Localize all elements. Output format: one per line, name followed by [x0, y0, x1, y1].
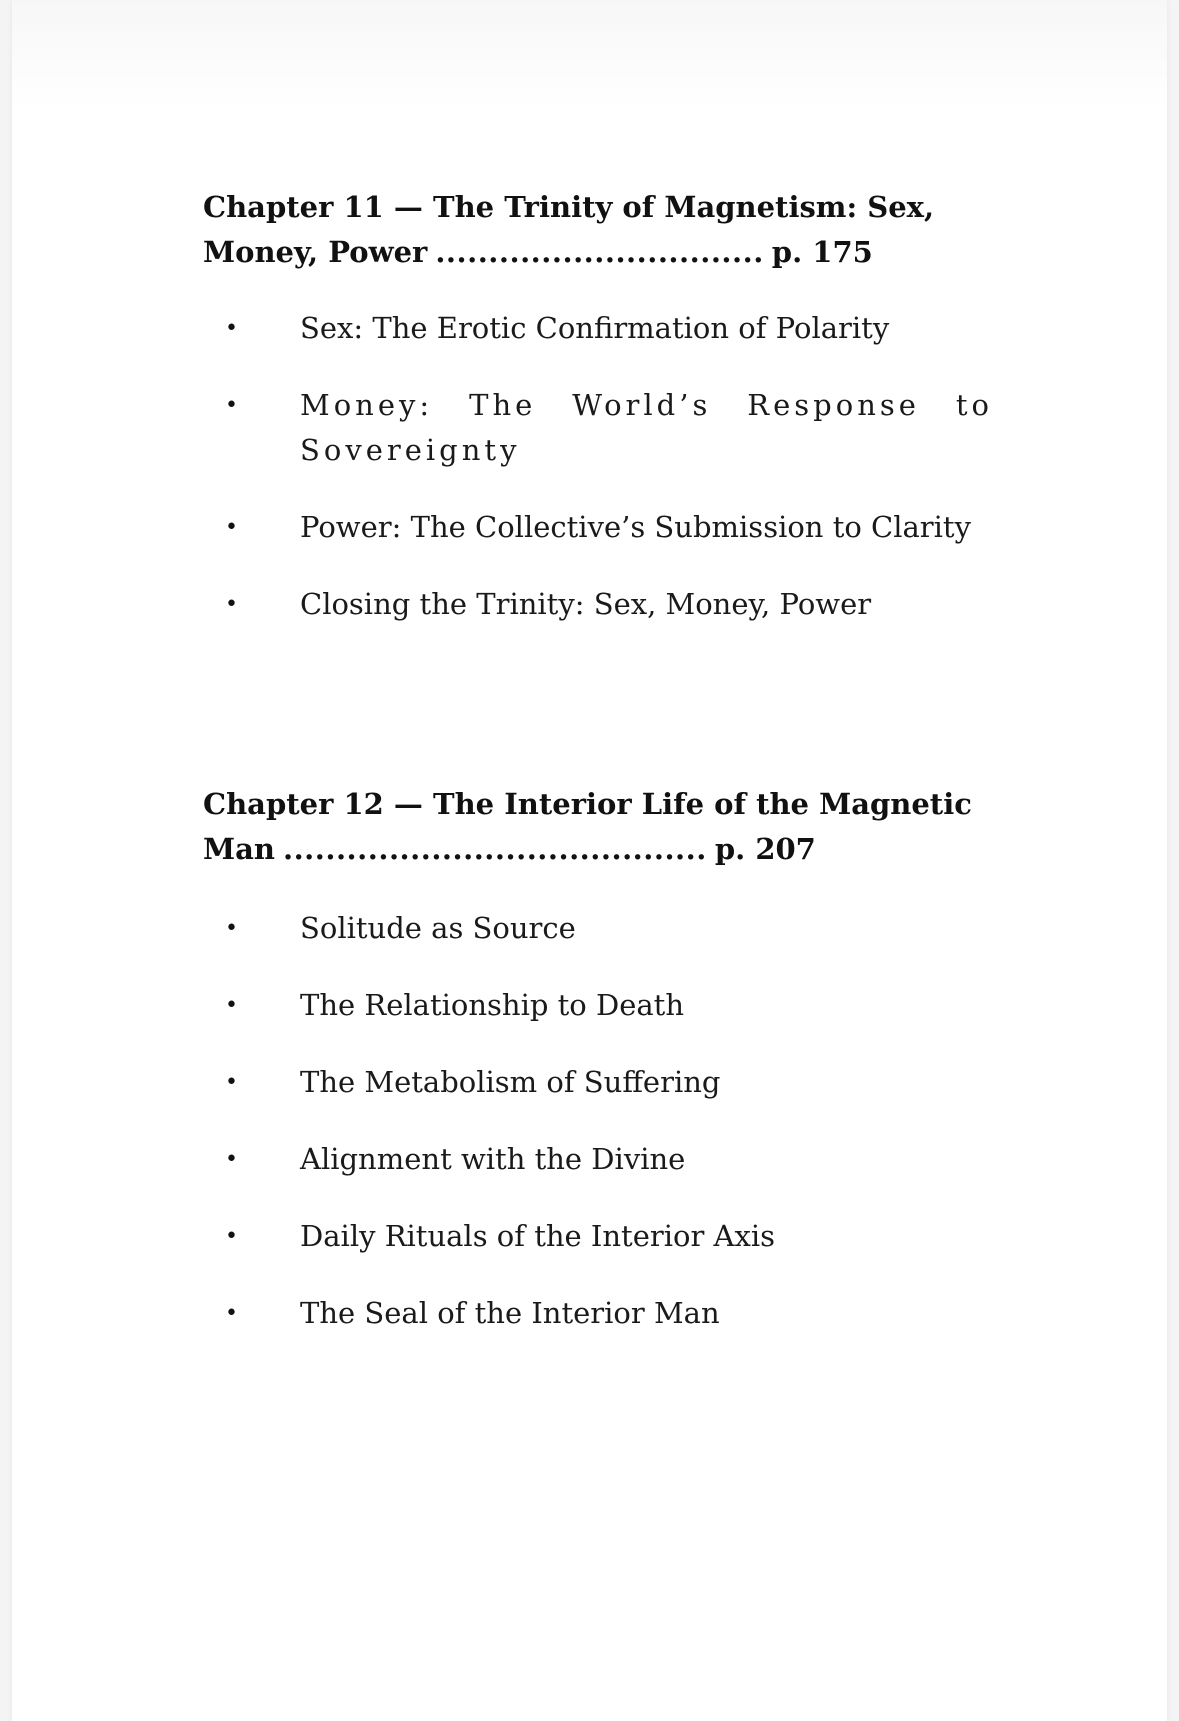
- section-title: Alignment with the Divine: [300, 1142, 686, 1176]
- list-item[interactable]: [203, 1137, 993, 1182]
- list-item[interactable]: [203, 906, 993, 951]
- bullet: •: [225, 592, 238, 617]
- chapter-11-heading[interactable]: [203, 185, 993, 275]
- document-page: [12, 0, 1167, 1721]
- section-title: Daily Rituals of the Interior Axis: [300, 1219, 776, 1253]
- list-item[interactable]: [203, 1060, 993, 1105]
- chapter-title-line-2: [203, 230, 993, 275]
- page-number: p. 207: [714, 832, 816, 866]
- section-title: Closing the Trinity: Sex, Money, Power: [300, 587, 872, 621]
- bullet: •: [225, 916, 238, 941]
- dot-leader: ........................................: [282, 832, 707, 866]
- bullet: •: [225, 1301, 238, 1326]
- chapter-title-continuation: Money, Power: [203, 235, 428, 269]
- bullet: •: [225, 515, 238, 540]
- section-title: The Relationship to Death: [300, 988, 685, 1022]
- list-item[interactable]: [203, 582, 993, 627]
- list-item[interactable]: [203, 383, 993, 473]
- bullet: •: [225, 1224, 238, 1249]
- page-number: p. 175: [771, 235, 873, 269]
- section-title: The Seal of the Interior Man: [300, 1296, 720, 1330]
- chapter-title-line: Chapter 11 — The Trinity of Magnetism: Sex,: [203, 190, 935, 224]
- list-item[interactable]: [203, 306, 993, 351]
- list-item[interactable]: [203, 1214, 993, 1259]
- chapter-title-line-2: [203, 827, 993, 872]
- section-title: Money: The World’s Response to Sovereignty: [300, 388, 993, 467]
- list-item[interactable]: [203, 1291, 993, 1336]
- chapter-12-sections: [203, 906, 993, 1336]
- list-item[interactable]: [203, 983, 993, 1028]
- chapter-title-continuation: Man: [203, 832, 275, 866]
- bullet: •: [225, 1147, 238, 1172]
- bullet: •: [225, 993, 238, 1018]
- bullet: •: [225, 393, 238, 418]
- bullet: •: [225, 316, 238, 341]
- page-top-shadow: [12, 0, 1167, 110]
- chapter-11-sections: [203, 306, 993, 627]
- chapter-title-line: Chapter 12 — The Interior Life of the Magnetic: [203, 787, 972, 821]
- bullet: •: [225, 1070, 238, 1095]
- section-title: The Metabolism of Suffering: [300, 1065, 721, 1099]
- section-title: Power: The Collective’s Submission to Clarity: [300, 510, 971, 544]
- list-item[interactable]: [203, 505, 993, 550]
- section-title: Solitude as Source: [300, 911, 576, 945]
- dot-leader: ...............................: [435, 235, 764, 269]
- section-title: Sex: The Erotic Confirmation of Polarity: [300, 311, 890, 345]
- chapter-12-heading[interactable]: [203, 782, 993, 872]
